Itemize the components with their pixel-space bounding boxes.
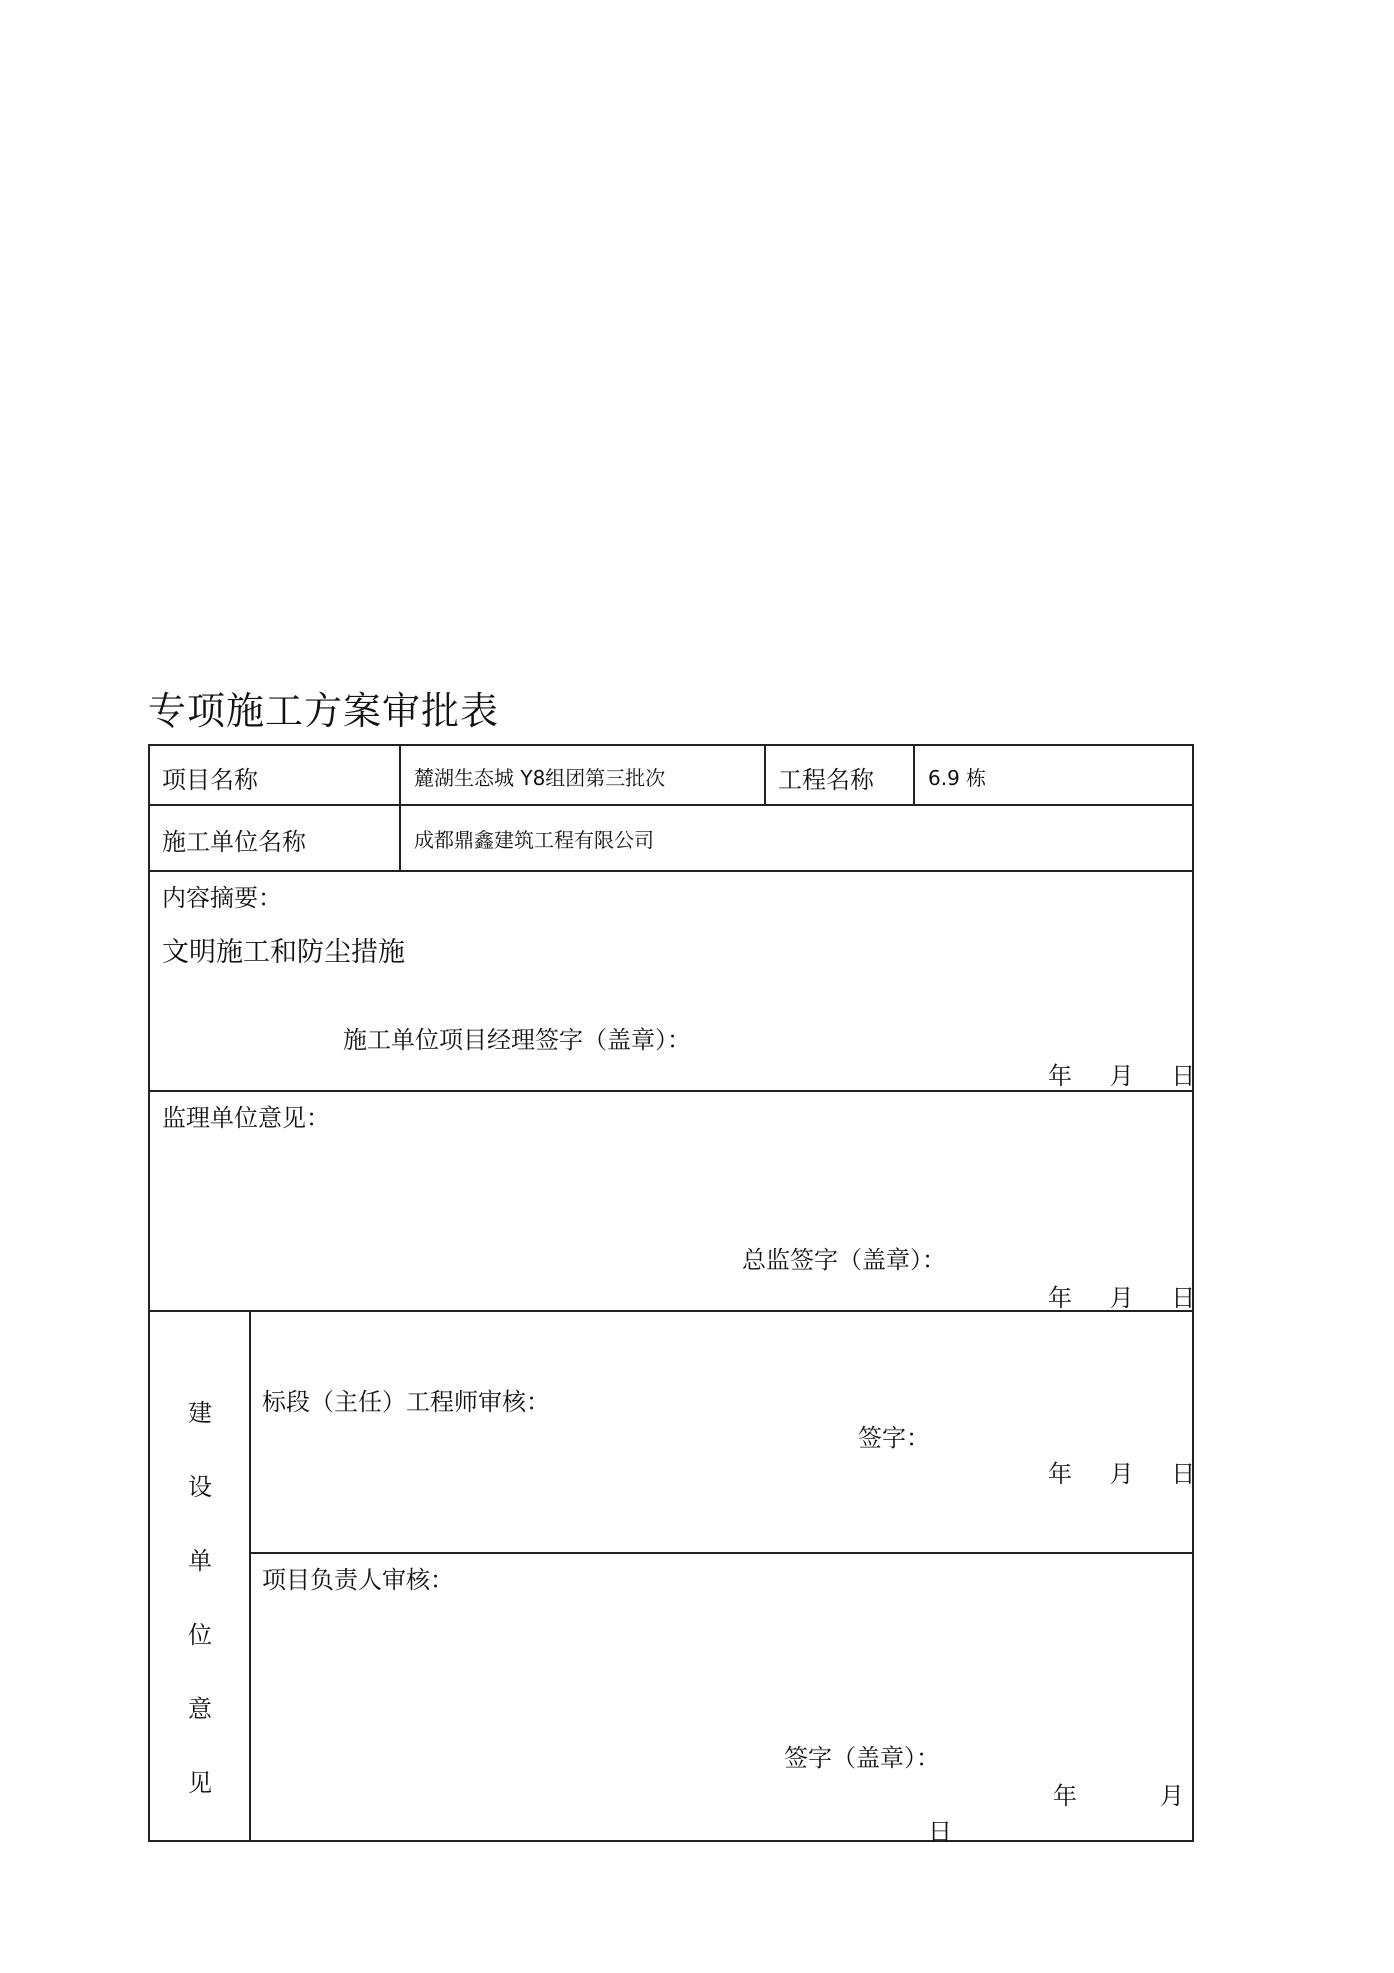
- col-divider-right: [913, 746, 915, 804]
- owner-opinion-vertical-label: [180, 1376, 220, 1820]
- summary-content: 文明施工和防尘措施: [162, 937, 405, 968]
- engineer-signature-label: 签字：: [858, 1424, 930, 1452]
- col-divider-label: [399, 746, 401, 870]
- vertical-char: 见: [188, 1769, 212, 1797]
- vertical-char: 建: [188, 1399, 212, 1427]
- engineer-review-date: [1048, 1454, 1195, 1489]
- project-lead-date-year: 年: [1053, 1782, 1077, 1810]
- summary-date-year: 年: [1048, 1062, 1072, 1090]
- engineer-date-month: 月: [1109, 1460, 1134, 1488]
- col-divider-owner: [249, 1310, 251, 1840]
- vertical-char: 单: [188, 1547, 212, 1575]
- project-name-label: 项目名称: [162, 766, 258, 794]
- chief-supervisor-signature-label: 总监签字（盖章）：: [742, 1246, 946, 1274]
- approval-form-table: [148, 744, 1196, 1846]
- contractor-manager-signature-label: 施工单位项目经理签字（盖章）：: [343, 1026, 691, 1054]
- project-lead-date-month: 月: [1160, 1782, 1184, 1810]
- row-divider-4: [150, 1310, 1192, 1312]
- col-divider-mid: [764, 746, 766, 804]
- engineer-date-day: 日: [1171, 1460, 1196, 1488]
- vertical-char: 位: [188, 1621, 212, 1649]
- summary-date: [1048, 1056, 1195, 1091]
- summary-label: 内容摘要：: [162, 884, 282, 912]
- supervision-date-year: 年: [1048, 1284, 1072, 1312]
- vertical-char: 设: [188, 1473, 212, 1501]
- supervision-date-day: 日: [1171, 1284, 1196, 1312]
- row-divider-3: [150, 1090, 1192, 1092]
- project-lead-date-day: 日: [928, 1818, 952, 1846]
- project-lead-signature-label: 签字（盖章）：: [784, 1744, 940, 1772]
- contractor-label: 施工单位名称: [162, 828, 306, 856]
- summary-date-day: 日: [1171, 1062, 1196, 1090]
- engineering-name-label: 工程名称: [778, 766, 874, 794]
- supervision-date: [1048, 1278, 1195, 1313]
- engineer-review-label: 标段（主任）工程师审核：: [262, 1388, 550, 1416]
- vertical-char: 意: [188, 1695, 212, 1723]
- contractor-value: 成都鼎鑫建筑工程有限公司: [414, 828, 654, 852]
- project-name-value: 麓湖生态城 Y8组团第三批次: [414, 766, 666, 790]
- form-title: 专项施工方案审批表: [148, 689, 500, 733]
- supervision-label: 监理单位意见：: [162, 1104, 330, 1132]
- engineer-date-year: 年: [1048, 1460, 1072, 1488]
- engineering-name-value: 6.9 栋: [928, 766, 987, 790]
- project-lead-review-label: 项目负责人审核：: [262, 1566, 454, 1594]
- row-divider-5: [249, 1552, 1192, 1554]
- row-divider-2: [150, 870, 1192, 872]
- summary-date-month: 月: [1109, 1062, 1134, 1090]
- row-divider-1: [150, 804, 1192, 806]
- supervision-date-month: 月: [1109, 1284, 1134, 1312]
